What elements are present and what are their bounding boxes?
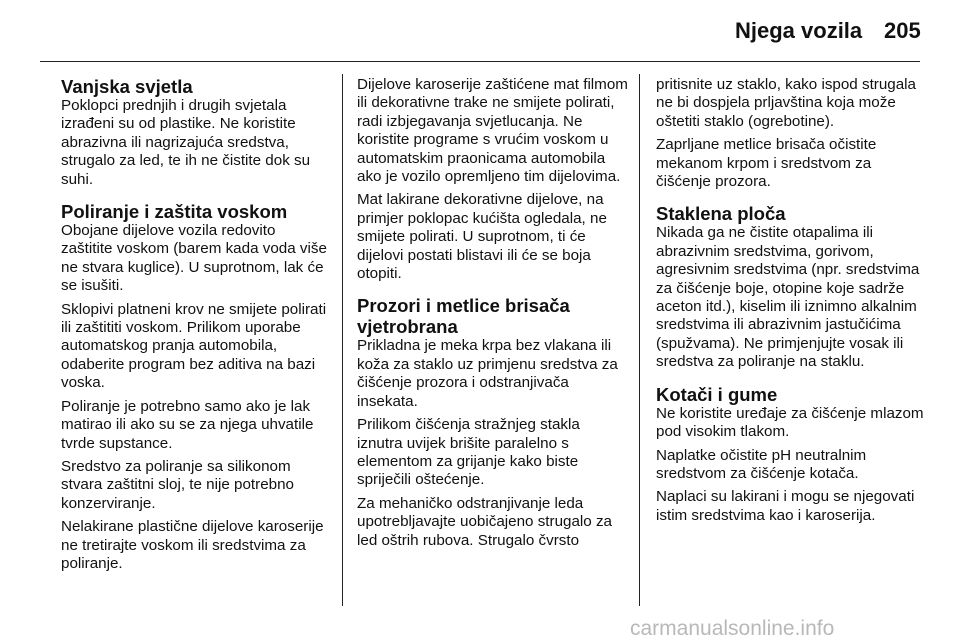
- paragraph-lights: Poklopci prednjih i drugih svjetala izrađeni su od plastike. Ne koristite abrazivna ili nagrizajuća sredstva, strugalo za led, te ih ne čistite dok su suhi.: [61, 97, 311, 188]
- heading-glass-panel: Staklena ploča: [656, 203, 786, 225]
- paragraph-wheels-1: Ne koristite uređaje za čišćenje mlazom pod visokim tlakom.: [656, 404, 924, 441]
- paragraph-windows-3: Za mehaničko odstranjivanje leda upotrebljavajte uobičajeno strugalo za led oštrih rubova. Strugalo čvrsto: [357, 494, 612, 549]
- paragraph-polish-2: Sklopivi platneni krov ne smijete polirati ili zaštititi voskom. Prilikom uporabe automatskog pranja automobila, odaberite program bez aditiva na bazi voska.: [61, 300, 327, 392]
- column-2: [357, 76, 629, 550]
- page-number: 205: [884, 18, 921, 43]
- heading-exterior-lights: Vanjska svjetla: [61, 76, 193, 97]
- paragraph-body-2: Mat lakirane dekorativne dijelove, na primjer poklopac kućišta ogledala, ne smijete polirati. U suprotnom, ti će dijelovi postati blistavi ili će se boja otopiti.: [357, 191, 607, 283]
- column-divider-1: [342, 74, 343, 606]
- page-title: Njega vozila: [735, 18, 863, 43]
- paragraph-wheels-3: Naplaci su lakirani i mogu se njegovati istim sredstvima kao i karoserija.: [656, 488, 915, 524]
- paragraph-polish-1: Obojane dijelove vozila redovito zaštitite voskom (barem kada voda više ne stvara kuglice). U suprotnom, lak će se isušiti.: [61, 222, 327, 295]
- paragraph-wheels-2: Naplatke očistite pH neutralnim sredstvom za čišćenje kotača.: [656, 446, 867, 482]
- paragraph-windows-2: Prilikom čišćenja stražnjeg stakla iznutra uvijek brišite paralelno s elementom za grijanje kako biste spriječili oštećenje.: [357, 416, 580, 489]
- paragraph-wipers: Zaprljane metlice brisača očistite mekanom krpom i sredstvom za čišćenje prozora.: [656, 136, 877, 191]
- heading-wheels-tyres: Kotači i gume: [656, 383, 778, 405]
- header-rule: [40, 61, 920, 62]
- column-1: [61, 76, 331, 573]
- paragraph-polish-5: Nelakirane plastične dijelove karoserije ne tretirajte voskom ili sredstvima za poliranje.: [61, 518, 324, 572]
- paragraph-polish-3: Poliranje je potrebno samo ako je lak matirao ili ako su se za njega uhvatile tvrde supstance.: [61, 397, 314, 452]
- paragraph-polish-4: Sredstvo za poliranje sa silikonom stvara zaštitni sloj, te nije potrebno konzerviranje.: [61, 457, 294, 512]
- column-divider-2: [639, 74, 640, 606]
- paragraph-glass: Nikada ga ne čistite otapalima ili abrazivnim sredstvima, gorivom, agresivnim sredstvima (npr. sredstvima za čišćenje boje, otopine koje sadrže aceton itd.), kiselim ili iznimno alkalnim sredstvima ili abrazivnim jastučićima (spužvama). Ne primjenjujte vosak ili sredstva za poliranje na staklu.: [656, 224, 920, 371]
- paragraph-body-1: Dijelove karoserije zaštićene mat filmom ili dekorativne trake ne smijete polirati, radi izbjegavanja svjetlucanja. Ne koristite programe s vrućim voskom u automatskim praonicama automobila ako je vozilo opremljeno tim dijelovima.: [357, 76, 628, 186]
- column-3: [656, 76, 926, 525]
- paragraph-continued: pritisnite uz staklo, kako ispod strugala ne bi dospjela prljavština koja može oštetiti staklo (ogrebotine).: [656, 76, 917, 130]
- heading-windows-wipers: Prozori i metlice brisača vjetrobrana: [357, 295, 570, 338]
- page-header: [0, 0, 960, 62]
- watermark: carmanualsonline.info: [630, 617, 835, 640]
- paragraph-windows-1: Prikladna je meka krpa bez vlakana ili koža za staklo uz primjenu sredstva za čišćenje prozora i odstranjivača insekata.: [357, 337, 618, 410]
- heading-polishing: Poliranje i zaštita voskom: [61, 201, 288, 223]
